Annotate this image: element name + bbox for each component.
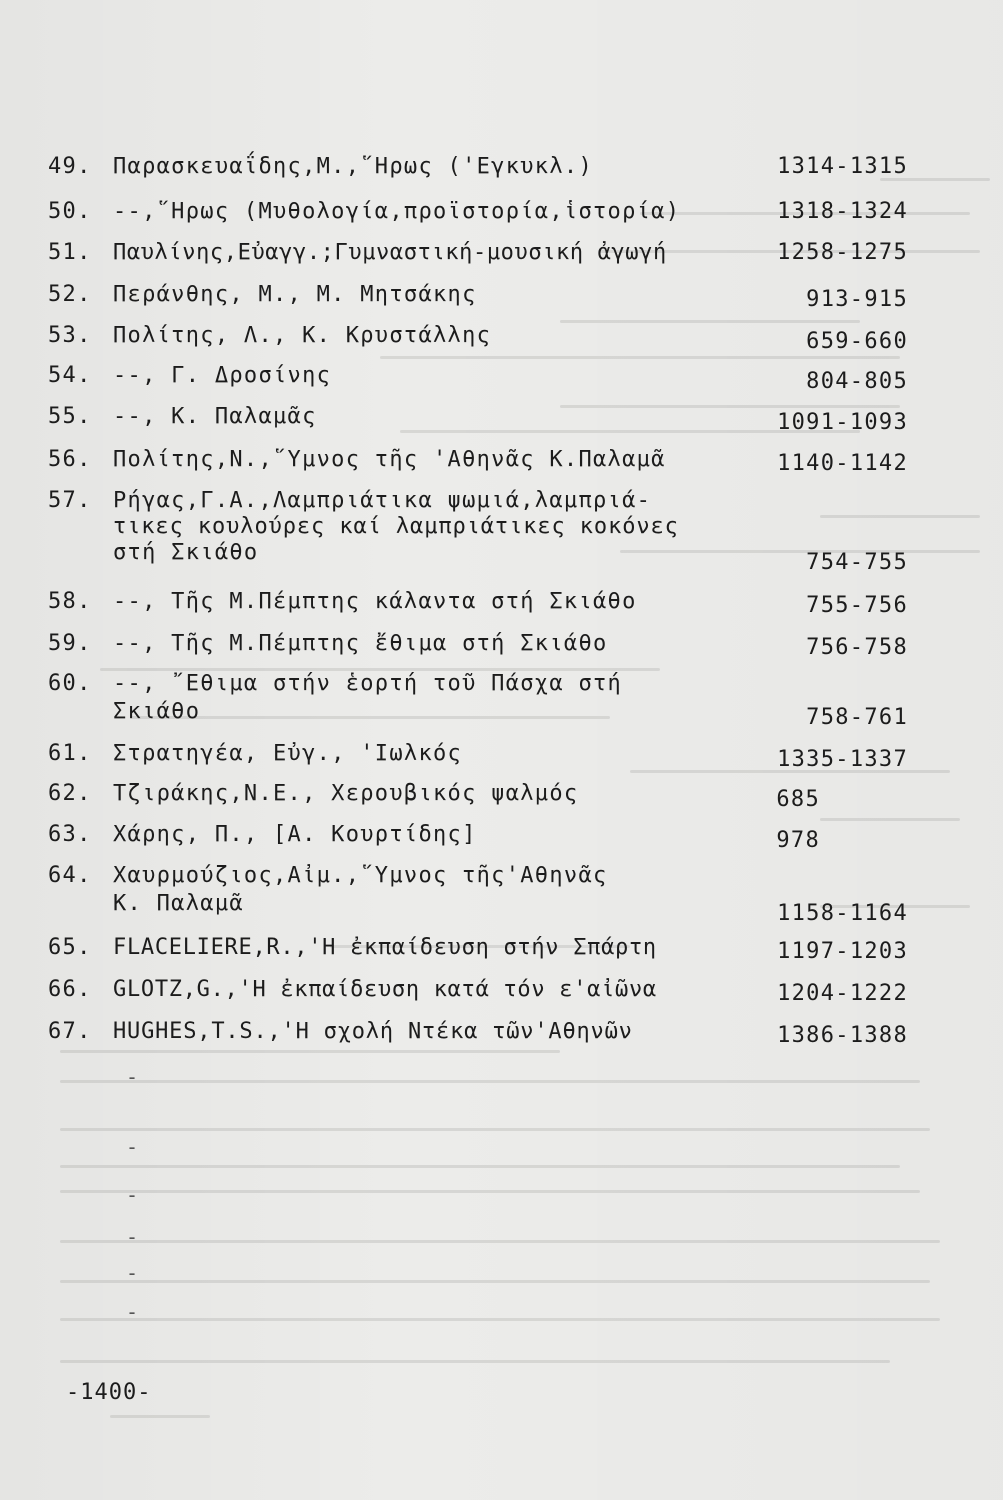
index-entry-60 [0,670,1003,734]
entry-pages: 1140-1142 [777,451,908,476]
entry-pages: 1335-1337 [777,747,908,772]
entry-text: Πολίτης,Ν.,῞Υμνος τῆς 'Αθηνᾶς Κ.Παλαμᾶ [113,447,666,472]
entry-number: 56. [48,447,92,472]
entry-pages: 1197-1203 [777,939,908,964]
entry-text: Περάνθης, Μ., Μ. Μητσάκης [113,282,477,307]
entry-text: Τζιράκης,Ν.Ε., Χερουβικός ψαλμός [113,781,579,806]
faint-dash-marks: - - - - - - [126,1065,139,1324]
entry-text: Χάρης, Π., [Α. Κουρτίδης] [113,822,477,847]
entry-number: 54. [48,363,92,388]
entry-pages: 804-805 [806,369,908,394]
entry-number: 49. [48,154,92,179]
entry-pages: 1204-1222 [777,981,908,1006]
entry-text: Παυλίνης,Εὐαγγ.;Γυμναστική-μουσική ἀγωγή [113,240,667,265]
entry-number: 63. [48,822,92,847]
entry-text-continued: Κ. Παλαμᾶ [113,891,244,916]
entry-pages: 755-756 [806,593,908,618]
entry-number: 52. [48,282,92,307]
entry-text: GLOTZ,G.,'Η ἐκπαίδευση κατά τόν ε'αἰῶνα [113,977,657,1002]
entry-number: 61. [48,741,92,766]
entry-number: 50. [48,199,92,224]
entry-number: 53. [48,323,92,348]
entry-text: Στρατηγέα, Εὐγ., 'Ιωλκός [113,741,463,766]
entry-pages: 913-915 [806,287,908,312]
index-entry-57 [0,487,1003,587]
entry-text: Χαυρμούζιος,Αἰμ.,῞Υμνος τῆς'Αθηνᾶς [113,863,608,888]
entry-number: 57. [48,488,92,513]
entry-pages: 1258-1275 [777,240,908,265]
entry-number: 59. [48,631,92,656]
entry-number: 66. [48,977,92,1002]
entry-text-continued: στή Σκιάθο [113,540,259,565]
entry-number: 67. [48,1019,92,1044]
entry-text: Ρήγας,Γ.Α.,Λαμπριάτικα ψωμιά,λαμπριά- [113,488,652,513]
entry-text-continued: τικες κουλούρες καί λαμπριάτικες κοκόνες [113,514,679,539]
entry-text: --, Γ. Δροσίνης [113,363,332,388]
entry-text: FLACELIERE,R.,'Η ἐκπαίδευση στήν Σπάρτη [113,935,657,960]
entry-pages: 1091-1093 [777,410,908,435]
index-entry-64 [0,862,1003,926]
entry-number: 51. [48,240,92,265]
entry-number: 58. [48,589,92,614]
entry-text: Πολίτης, Λ., Κ. Κρυστάλλης [113,323,492,348]
entry-pages: 978 [776,828,820,853]
entry-text: --,῞Ηρως (Μυθολογία,προϊστορία,ἱστορία) [113,199,681,224]
entry-pages: 754-755 [806,550,908,575]
entry-pages: 1158-1164 [777,901,908,926]
entry-pages: 758-761 [806,705,908,730]
page-number: -1400- [66,1380,152,1405]
entry-text: --, ῎Εθιμα στήν ἑορτή τοῦ Πάσχα στή [113,671,623,696]
entry-number: 60. [48,671,92,696]
entry-pages: 1386-1388 [777,1023,908,1048]
entry-pages: 685 [776,787,820,812]
entry-number: 62. [48,781,92,806]
entry-text: Παρασκευαΐδης,Μ.,῞Ηρως ('Εγκυκλ.) [113,154,593,179]
entry-text-continued: Σκιάθο [113,699,201,724]
entry-number: 65. [48,935,92,960]
entry-text: HUGHES,T.S.,'Η σχολή Ντέκα τῶν'Αθηνῶν [113,1019,633,1044]
entry-number: 55. [48,404,92,429]
entry-text: --, Κ. Παλαμᾶς [113,404,317,429]
entry-text: --, Τῆς Μ.Πέμπτης κάλαντα στή Σκιάθο [113,589,637,614]
entry-pages: 659-660 [806,329,908,354]
entry-pages: 1318-1324 [777,199,908,224]
entry-pages: 756-758 [806,635,908,660]
entry-text: --, Τῆς Μ.Πέμπτης ἔθιμα στή Σκιάθο [113,631,608,656]
entry-number: 64. [48,863,92,888]
entry-pages: 1314-1315 [777,154,908,179]
